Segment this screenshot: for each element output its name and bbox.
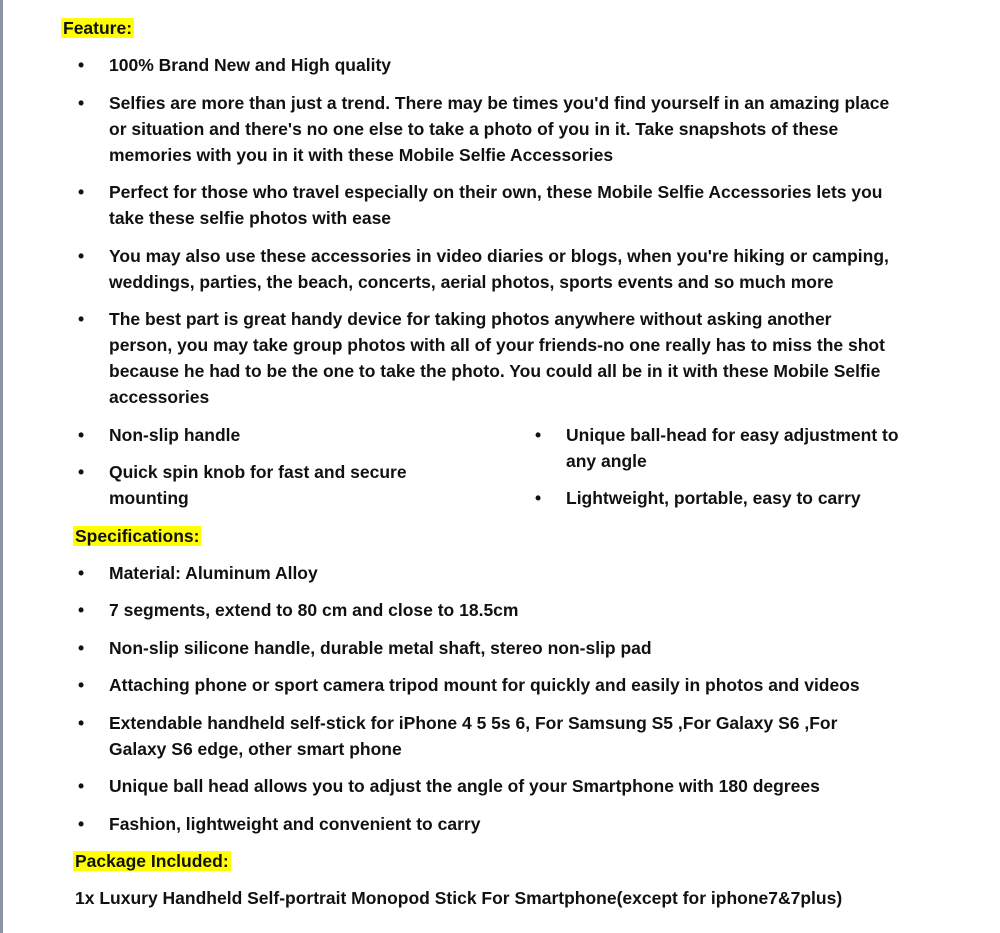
bullet-icon: • [78, 462, 85, 482]
list-item [0, 773, 1000, 799]
list-item-text: Non-slip handle [109, 424, 241, 445]
list-item-text: because he had to be the one to take the photo. You could all be in it with these Mobile Selfie [109, 361, 881, 381]
list-item-text: mounting [109, 488, 189, 508]
list-item [0, 635, 1000, 661]
bullet-icon: • [78, 92, 85, 113]
specifications-heading: Specifications: [75, 525, 200, 546]
bullet-icon: • [78, 600, 85, 620]
bullet-icon: • [78, 712, 85, 733]
document-page [0, 15, 1000, 911]
bullet-icon: • [535, 424, 542, 445]
bullet-icon: • [78, 245, 85, 266]
list-item [0, 459, 457, 511]
feature-heading: Feature: [63, 18, 133, 38]
list-item-text: You may also use these accessories in video diaries or blogs, when you're hiking or camping, [109, 245, 889, 266]
feature-columns [0, 422, 1000, 523]
bullet-icon: • [78, 55, 85, 75]
bullet-icon: • [535, 488, 542, 508]
bullet-icon: • [78, 562, 85, 583]
list-item-text: Perfect for those who travel especially on their own, these Mobile Selfie Accessories lets you [109, 182, 883, 202]
list-item-text: Attaching phone or sport camera tripod mount for quickly and easily in photos and videos [109, 675, 860, 695]
feature-list [0, 52, 1000, 410]
list-item [0, 422, 457, 448]
list-item [0, 52, 1000, 78]
list-item-text: weddings, parties, the beach, concerts, aerial photos, sports events and so much more [109, 271, 834, 292]
list-item-text: Extendable handheld self-stick for iPhone 4 5 5s 6, For Samsung S5 ,For Galaxy S6 ,For [109, 712, 838, 733]
list-item-text: any angle [566, 450, 647, 471]
list-item-text: or situation and there's no one else to take a photo of you in it. Take snapshots of these [109, 118, 839, 139]
list-item-text: accessories [109, 387, 210, 407]
list-item-text: person, you may take group photos with all of your friends-no one really has to miss the shot [109, 335, 885, 355]
bullet-icon: • [78, 424, 85, 445]
list-item-text: 7 segments, extend to 80 cm and close to 18.5cm [109, 600, 519, 620]
list-item [0, 710, 1000, 762]
feature-right-list [457, 422, 914, 523]
specifications-list [0, 560, 1000, 837]
list-item [457, 422, 914, 474]
bullet-icon: • [78, 637, 85, 658]
list-item [0, 243, 1000, 295]
bullet-icon: • [78, 182, 85, 202]
package-text: 1x Luxury Handheld Self-portrait Monopod Stick For Smartphone(except for iphone7&7plus) [75, 888, 843, 908]
package-heading: Package Included: [75, 851, 229, 871]
bullet-icon: • [78, 675, 85, 695]
list-item-text: The best part is great handy device for taking photos anywhere without asking another [109, 309, 832, 329]
list-item-text: Fashion, lightweight and convenient to carry [109, 813, 481, 834]
list-item-text: memories with you in it with these Mobile Selfie Accessories [109, 144, 614, 165]
list-item [0, 597, 1000, 623]
list-item-text: Non-slip silicone handle, durable metal shaft, stereo non-slip pad [109, 637, 652, 658]
list-item-text: Unique ball head allows you to adjust the angle of your Smartphone with 180 degrees [109, 776, 820, 796]
bullet-icon: • [78, 309, 85, 329]
list-item-text: Galaxy S6 edge, other smart phone [109, 738, 402, 759]
list-item-text: Lightweight, portable, easy to carry [566, 488, 861, 508]
list-item-text: Selfies are more than just a trend. There may be times you'd find yourself in an amazing place [109, 92, 890, 113]
list-item [0, 672, 1000, 698]
list-item [457, 485, 914, 511]
list-item-text: Material: Aluminum Alloy [109, 562, 318, 583]
feature-left-list [0, 422, 457, 523]
list-item [0, 179, 1000, 231]
list-item [0, 90, 1000, 168]
list-item-text: Unique ball-head for easy adjustment to [566, 424, 899, 445]
list-item-text: Quick spin knob for fast and secure [109, 462, 407, 482]
list-item [0, 560, 1000, 586]
list-item [0, 811, 1000, 837]
bullet-icon: • [78, 813, 85, 834]
list-item [0, 306, 1000, 410]
bullet-icon: • [78, 776, 85, 796]
list-item-text: 100% Brand New and High quality [109, 55, 391, 75]
list-item-text: take these selfie photos with ease [109, 208, 392, 228]
